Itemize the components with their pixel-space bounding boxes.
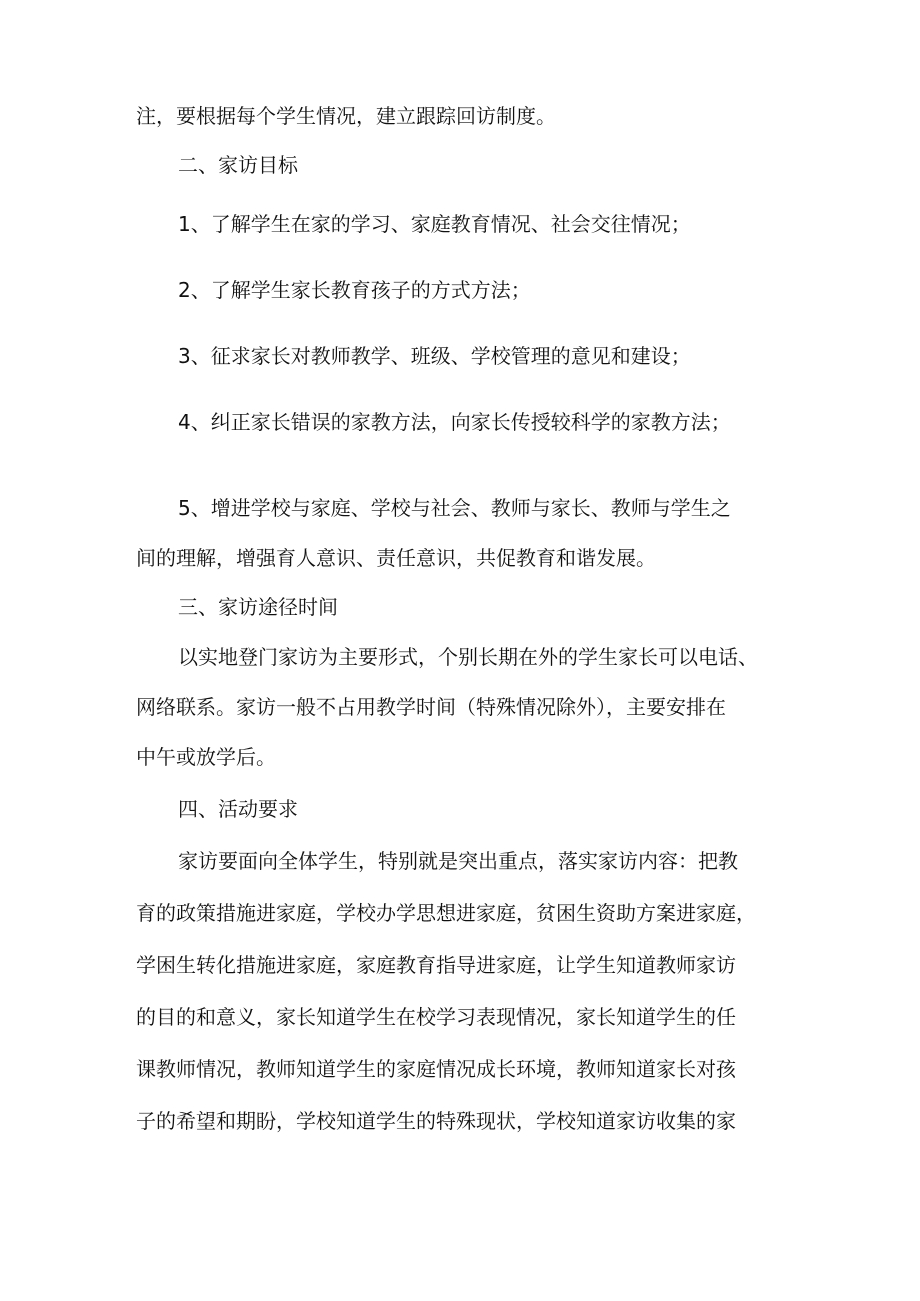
goal-item-1: 1、了解学生在家的学习、家庭教育情况、社会交往情况；	[178, 212, 691, 236]
paragraph-line: 课教师情况，教师知道学生的家庭情况成长环境，教师知道家长对孩	[136, 1057, 736, 1081]
paragraph-line: 学困生转化措施进家庭，家庭教育指导进家庭，让学生知道教师家访	[136, 953, 736, 977]
section-heading-goals: 二、家访目标	[178, 153, 298, 177]
paragraph-line: 育的政策措施进家庭，学校办学思想进家庭，贫困生资助方案进家庭，	[136, 901, 756, 925]
goal-item-5-continued: 间的理解，增强育人意识、责任意识，共促教育和谐发展。	[136, 546, 656, 570]
section-heading-ways: 三、家访途径时间	[178, 595, 338, 619]
paragraph-line: 注，要根据每个学生情况，建立跟踪回访制度。	[136, 104, 556, 128]
paragraph-line: 家访要面向全体学生，特别就是突出重点，落实家访内容：把教	[178, 849, 738, 873]
paragraph-line: 网络联系。家访一般不占用教学时间（特殊情况除外），主要安排在	[136, 695, 726, 719]
goal-item-5: 5、增进学校与家庭、学校与社会、教师与家长、教师与学生之	[178, 496, 731, 520]
goal-item-2: 2、了解学生家长教育孩子的方式方法；	[178, 278, 531, 302]
goal-item-4: 4、纠正家长错误的家教方法，向家长传授较科学的家教方法；	[178, 410, 731, 434]
paragraph-line: 的目的和意义，家长知道学生在校学习表现情况，家长知道学生的任	[136, 1005, 736, 1029]
section-heading-requirements: 四、活动要求	[178, 797, 298, 821]
goal-item-3: 3、征求家长对教师教学、班级、学校管理的意见和建设；	[178, 344, 691, 368]
paragraph-line: 以实地登门家访为主要形式，个别长期在外的学生家长可以电话、	[178, 645, 758, 669]
paragraph-line: 子的希望和期盼，学校知道学生的特殊现状，学校知道家访收集的家	[136, 1109, 736, 1133]
paragraph-line: 中午或放学后。	[136, 745, 276, 769]
